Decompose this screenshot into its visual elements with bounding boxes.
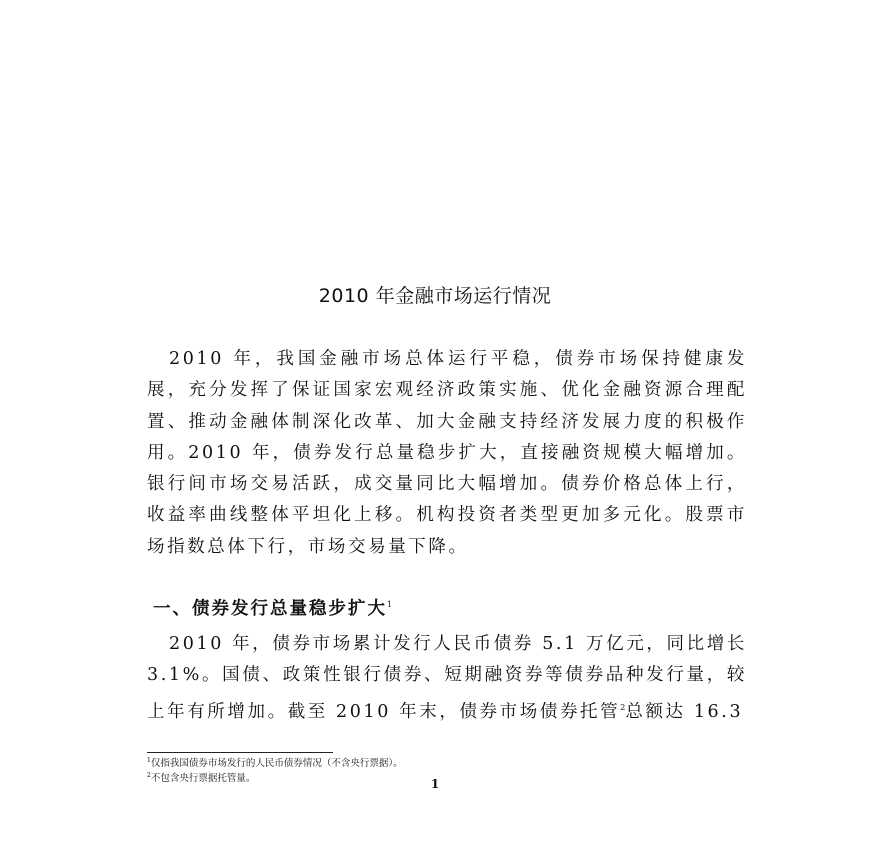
intro-paragraph: 2010 年，我国金融市场总体运行平稳，债券市场保持健康发展，充分发挥了保证国家宏观经济政策实施、优化金融资源合理配置、推动金融体制深化改革、加大金融支持经济发展力度的积极作用。2010 年，债券发行总量稳步扩大，直接融资规模大幅增加。银行间市场交易活跃，成交量同比大幅增加。债券价格总体上行，收益率曲线整体平坦化上移。机构投资者类型更加多元化。股票市场指数总体下行，市场交易量下降。 [147,349,747,557]
page-number: 1 [430,777,440,791]
section-heading [153,595,392,620]
section-heading-text: 一、债券发行总量稳步扩大 [153,599,387,619]
footnote-ref-2: 2 [620,702,626,712]
footnote-1-marker: 1 [147,757,151,764]
footnote-1 [147,755,747,770]
footnote-2-marker: 2 [147,772,151,780]
section-paragraph [147,629,747,728]
section-paragraph-text-1: 2010 年，债券市场累计发行人民币债券 5.1 万亿元，同比增长 3.1%。国债、政策性银行债券、短期融资券等债券品种发行量，较上年有所增加。截至 2010 年末，债券市场债券托管 [147,634,747,722]
section-paragraph-text-2: 总额达 16.3 [625,701,744,722]
footnote-ref-1: 1 [387,600,393,610]
footnote-2-text: 不包含央行票据托管量。 [150,773,256,785]
footnote-divider [147,752,333,753]
footnote-1-text: 仅指我国债券市场发行的人民币债券情况（不含央行票据）。 [150,758,403,770]
document-title: 2010 年金融市场运行情况 [318,285,552,307]
